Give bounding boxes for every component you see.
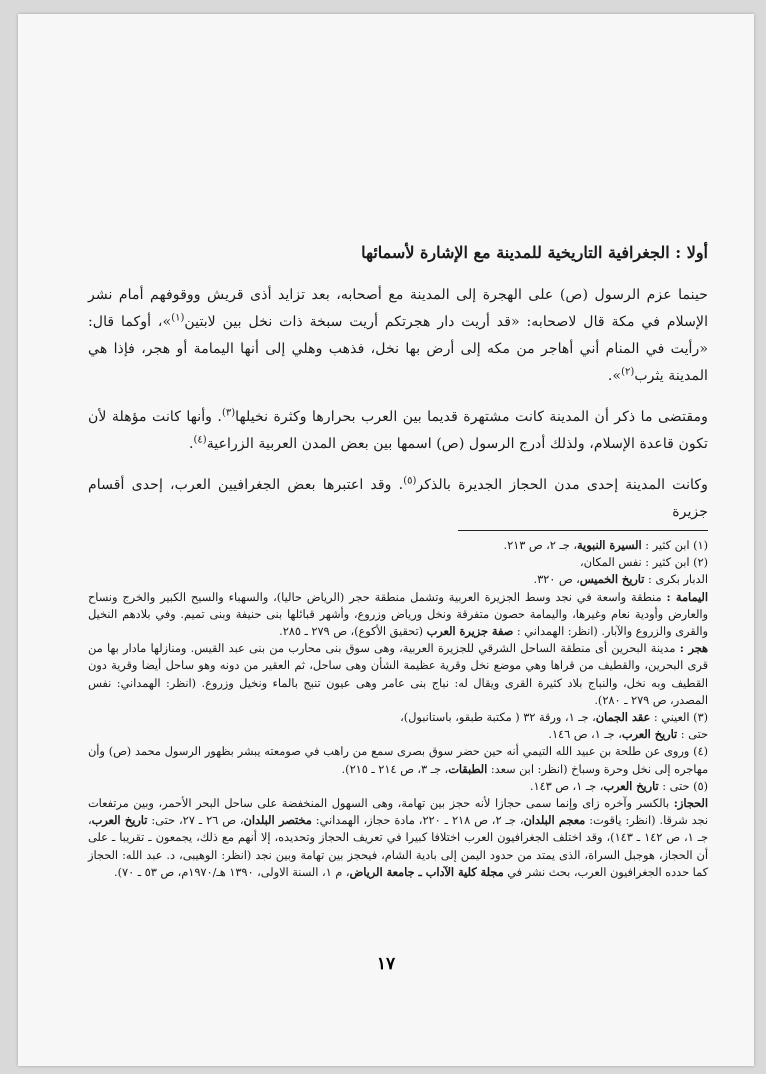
fn1-rest: ، جـ ٢، ص ٢١٣. [503, 539, 577, 552]
section-heading: أولا : الجغرافية التاريخية للمدينة مع الإشارة لأسمائها [361, 243, 708, 262]
yamama-text-a: منطقة واسعة في نجد وسط الجزيرة العربية وتشمل منطقة حجر (الرياض حاليا)، والسهباء والسيح الكبير والخرج ونساح والعارض وأودية نعام وغيرها، واليمامة حصون متفرقة ونخل ورياض وزروع، وأشهر قبائلها بنى حنيفة وبنى تميم. وفي بلادهم النخيل والقرى والزروع والآبار. (انظر: الهمداني : [88, 590, 708, 639]
footnote-divider [458, 530, 708, 531]
fn2b-lead: الدبار بكرى : [648, 573, 708, 587]
hijaz-text-d: ، جـ ١، ص ١٤٢ ـ ١٤٣)، وقد اختلف الجغرافيون العرب اختلافا كبيرا في تعريف الحجاز وتحديده، إلا أنهم مع ذلك، يجمعون ـ تقريبا ـ على أن الحجاز، هوجبل السراة، الذى يمتد من حدود اليمن إلى بادية الشام، فيحجز بين تهامة وبين نجد (انظر: الوهيبى، د. عبد الله: الحجاز كما حدده الجغرافيون العرب، بحث نشر في [88, 814, 709, 879]
hijaz-title-b: مختصر البلدان [243, 813, 312, 828]
footnote-1 [88, 537, 708, 554]
fn4-text-b: ، جـ ٣، ص ٢١٤ ـ ٢١٥). [341, 762, 449, 776]
p2-text-b: . وأنها كانت مؤهلة لأن تكون قاعدة الإسلام، ولذلك أدرج الرسول (ص) اسمها بين بعض المدن العربية الزراعية [88, 409, 708, 452]
footnote-4 [88, 743, 708, 777]
p3-text-b: . وقد اعتبرها بعض الجغرافيين العرب، إحدى أقسام جزيرة [88, 477, 708, 520]
footnote-hijaz [88, 795, 708, 881]
fn3b-rest: ، جـ ١، ص ١٤٦. [548, 728, 622, 742]
page-number: ١٧ [376, 954, 396, 974]
fn2b-title: تاريخ الخميس [579, 572, 645, 587]
fn3-title: عقد الجمان [595, 710, 651, 725]
hijaz-text-a: بالكسر وآخره زاى وإنما سمى حجازا لأنه حجز بين تهامة، وهى السهول المنخفضة على ساحل البحر الأحمر، وبين مرتفعات نجد شرقا. (انظر: ياقوت: [88, 797, 708, 828]
hijaz-title-a: معجم البلدان [523, 813, 586, 828]
fn3b-lead: حتى : [680, 728, 708, 742]
hijaz-text-c: ، ص ٢٦ ـ ٢٧، حتى: [151, 814, 244, 828]
paragraph-1 [88, 282, 708, 390]
hijaz-title-c: تاريخ العرب [91, 813, 148, 828]
p1-text-a: حينما عزم الرسول (ص) على الهجرة إلى المدينة مع أصحابه، بعد تزايد أذى قريش ووقوفهم أمام نشر الإسلام في مكة قال لاصحابه: «قد أريت دار هجرتكم أريت سبخة ذات نخل بين لابتين [88, 287, 709, 330]
fn2-text: (٢) ابن كثير : نفس المكان، [580, 556, 708, 570]
page-content [88, 242, 708, 881]
hijaz-text-e: ، م ١، السنة الاولى، ١٣٩٠ هـ/١٩٧٠م، ص ٥٣ ـ ٧٠). [114, 865, 350, 879]
book-page [18, 14, 754, 1066]
fn4-text-a: (٤) وروى عن طلحة بن عبيد الله التيمي أنه حين حضر سوق بصرى سمع من راهب في صومعته يبشر بظهور الرسول محمد (ص) وأن مهاجره إلى نخل وحرة وسباخ (انظر: ابن سعد: [88, 745, 708, 776]
footnote-2 [88, 554, 708, 571]
yamama-text-b: (تحقيق الأكوع)، ص ٢٧٩ ـ ٢٨٥. [279, 625, 424, 639]
footnote-ref-3: (٣) [221, 407, 236, 419]
fn5-title: تاريخ العرب [603, 778, 659, 793]
hajar-term: هجر : [679, 641, 708, 656]
p2-text-a: ومقتضى ما ذكر أن المدينة كانت مشتهرة قديما بين العرب بحرارها وكثرة نخيلها [235, 409, 708, 425]
fn3-rest: ، جـ ١، ورقة ٣٢ ( مكتبة طبقو، باستانبول)، [400, 711, 596, 725]
fn1-title: السيرة النبوية [577, 538, 642, 552]
hijaz-text-b: ، جـ ٢، ص ٢١٨ ـ ٢٢٠، مادة حجاز، الهمداني: [315, 814, 524, 828]
footnote-5 [88, 778, 708, 795]
p3-text-a: وكانت المدينة إحدى مدن الحجاز الجديرة بالذكر [416, 477, 708, 493]
fn2b-rest: ، ص ٣٢٠. [533, 573, 580, 587]
fn5-rest: ، جـ ١، ص ١٤٣. [529, 779, 604, 793]
footnote-3 [88, 709, 708, 726]
footnote-3b [88, 726, 708, 743]
paragraph-3 [88, 472, 708, 526]
p2-text-c: . [188, 436, 194, 452]
footnotes [88, 537, 708, 881]
footnote-ref-1: (١) [171, 312, 185, 324]
footnote-yamama [88, 589, 708, 641]
footnote-hajar [88, 640, 708, 709]
hajar-text: مدينة البحرين أى منطقة الساحل الشرقي للجزيرة العربية، وهى سوق بنى محارب من بنى عبد القيس. ومنازلها مادار بها من قرى البحرين، والقطيف من قراها وهي موضع نخل وقرية عظيمة الشأن وهى ساحل، ثم العقير من دونه وهو ساحل أيضا وقرية دون القطيف وبه نخل، والنباج بلاد كثيرة القرى ويقال له: نباج بنى عامر وهى عيون تنبج بالماء ونخيل وزروع. (انظر: الهمداني: نفس المصدر، ص ٢٧٩ ـ ٢٨٠). [88, 642, 708, 707]
footnote-ref-2: (٢) [621, 366, 635, 378]
footnote-ref-4: (٤) [193, 434, 207, 446]
paragraph-2 [88, 404, 708, 458]
fn1-lead: (١) ابن كثير : [645, 539, 708, 552]
hijaz-title-d: مجلة كلية الآداب ـ جامعة الرياض [349, 864, 504, 879]
fn3b-title: تاريخ العرب [621, 727, 678, 742]
yamama-term: اليمامة : [666, 589, 708, 604]
p1-text-c: ». [607, 368, 622, 384]
fn3-lead: (٣) العيني : [653, 711, 708, 725]
fn4-title: الطبقات [448, 761, 488, 776]
yamama-title: صفة جزيرة العرب [426, 624, 514, 639]
footnote-ref-5: (٥) [403, 475, 417, 487]
p1-text-b: »، أوكما قال: «رأيت في المنام أني أهاجر من مكه إلى أرض بها نخل، فذهب وهلي إلى أنها اليمامة أو هجر، فإذا هي المدينة يثرب [88, 314, 708, 384]
hijaz-term: الحجاز: [673, 796, 708, 811]
fn5-lead: (٥) حتى : [662, 779, 708, 793]
footnote-2b [88, 571, 708, 588]
